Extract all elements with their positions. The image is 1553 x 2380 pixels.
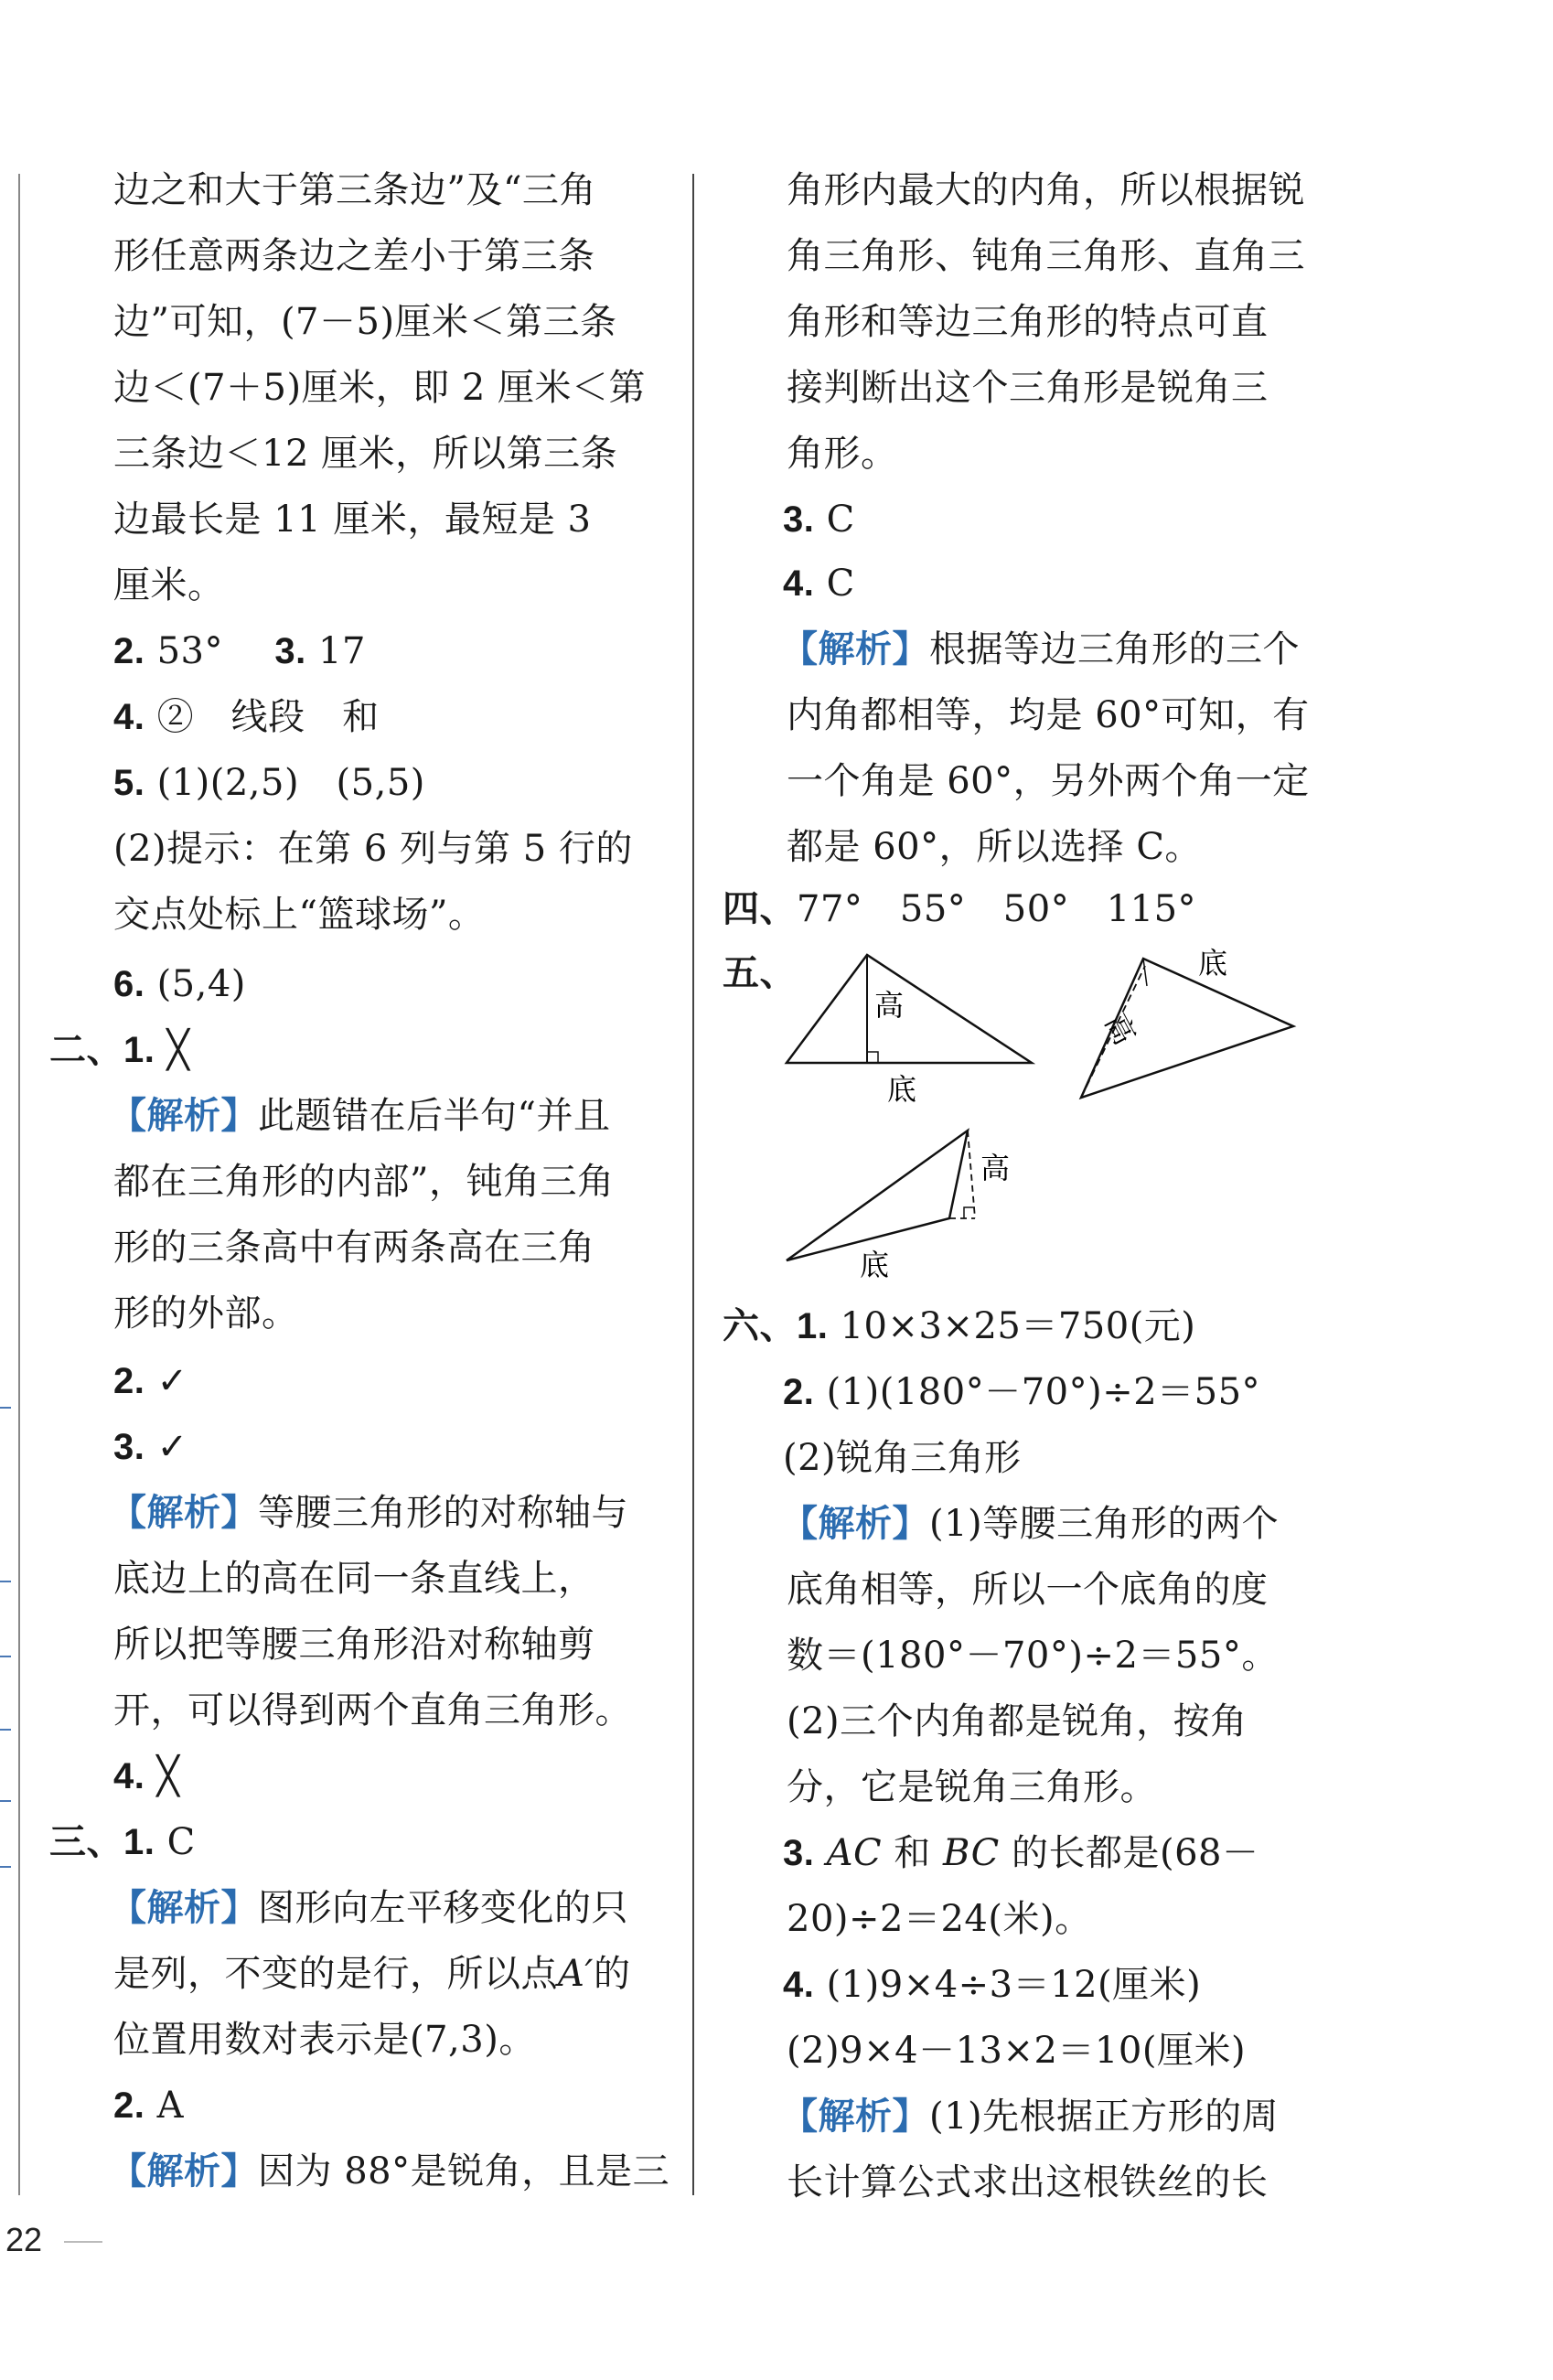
text-line: 底角相等，所以一个底角的度 bbox=[787, 1569, 1269, 1611]
answer-line bbox=[783, 1365, 1260, 1420]
question-number: 2. bbox=[113, 631, 145, 671]
answer-line bbox=[113, 1420, 188, 1474]
altitude-3 bbox=[968, 1131, 975, 1218]
answer-line bbox=[113, 624, 366, 679]
answer: ✓ bbox=[156, 1426, 188, 1468]
segment-label: BC bbox=[943, 1832, 1000, 1874]
answer: (1)(180°－70°)÷2＝55° bbox=[826, 1371, 1261, 1413]
segment-label: AC bbox=[826, 1832, 883, 1874]
answer-line bbox=[113, 690, 380, 745]
answer: ╳ bbox=[156, 1755, 180, 1797]
point-label: A′ bbox=[558, 1953, 594, 1995]
explanation-text: 图形向左平移变化的只 bbox=[258, 1887, 628, 1929]
explanation-text: 此题错在后半句“并且 bbox=[258, 1095, 611, 1137]
section-label: 四、 bbox=[723, 887, 797, 930]
question-number: 3. bbox=[113, 1427, 145, 1467]
text-line: 边＜(7＋5)厘米，即 2 厘米＜第 bbox=[113, 367, 646, 409]
height-label: 高 bbox=[1098, 1008, 1143, 1051]
text-line: 接判断出这个三角形是锐角三 bbox=[787, 367, 1269, 409]
height-label: 高 bbox=[874, 988, 905, 1023]
column-divider bbox=[692, 174, 694, 2195]
triangle-figures bbox=[723, 942, 1553, 1308]
text-line: 底边上的高在同一条直线上， bbox=[113, 1558, 595, 1600]
section-label-text: 五、 bbox=[723, 951, 797, 994]
page-number-rule bbox=[64, 2241, 102, 2243]
answer: A bbox=[156, 2085, 184, 2127]
question-number: 1. bbox=[123, 1030, 155, 1070]
base-label: 底 bbox=[887, 1072, 917, 1107]
answer-line bbox=[113, 1354, 188, 1409]
explanation-line bbox=[781, 1496, 1279, 1551]
page-number: 22 bbox=[5, 2221, 43, 2258]
answer-line bbox=[723, 1299, 1195, 1354]
text-line: (2)9×4－13×2＝10(厘米) bbox=[787, 2030, 1247, 2072]
text-span: 的 bbox=[593, 1953, 631, 1995]
text-line: 都在三角形的内部”，钝角三角 bbox=[113, 1161, 615, 1203]
question-number: 3. bbox=[274, 631, 306, 671]
question-number: 2. bbox=[113, 2085, 145, 2126]
explanation-text: (1)等腰三角形的两个 bbox=[929, 1503, 1280, 1545]
analysis-tag: 【解析】 bbox=[110, 1886, 258, 1929]
question-number: 6. bbox=[113, 964, 145, 1004]
text-line: 都是 60°，所以选择 C。 bbox=[787, 826, 1202, 868]
question-number: 3. bbox=[783, 1833, 815, 1873]
explanation-line bbox=[110, 1881, 628, 1935]
text-line: (2)提示：在第 6 列与第 5 行的 bbox=[113, 828, 633, 870]
margin-tick bbox=[0, 1800, 11, 1802]
question-number: 4. bbox=[113, 697, 145, 737]
explanation-line bbox=[110, 1485, 628, 1540]
answer-line bbox=[783, 492, 855, 547]
question-number: 1. bbox=[797, 1306, 829, 1346]
text-line: 角形。 bbox=[787, 433, 898, 475]
answer: 17 bbox=[318, 630, 366, 672]
base-label: 底 bbox=[1198, 946, 1228, 981]
text-line: 分，它是锐角三角形。 bbox=[787, 1766, 1157, 1808]
explanation-text: (1)先根据正方形的周 bbox=[929, 2096, 1280, 2138]
text-line: 边”可知，(7－5)厘米＜第三条 bbox=[113, 301, 617, 343]
answer: ╳ bbox=[166, 1029, 190, 1071]
answer: 77° 55° 50° 115° bbox=[797, 888, 1197, 930]
triangle-3 bbox=[787, 1131, 968, 1260]
text-line: 交点处标上“篮球场”。 bbox=[113, 894, 486, 936]
margin-tick bbox=[0, 1407, 11, 1409]
explanation-line bbox=[110, 2144, 669, 2199]
text-span: 的长都是(68－ bbox=[999, 1832, 1259, 1874]
text-line: 20)÷2＝24(米)。 bbox=[787, 1898, 1092, 1940]
right-angle-mark bbox=[867, 1052, 878, 1063]
section-label: 三、 bbox=[49, 1820, 123, 1863]
left-margin-rule bbox=[18, 174, 20, 2195]
question-number: 1. bbox=[123, 1822, 155, 1862]
answer: ✓ bbox=[156, 1360, 188, 1402]
answer-line bbox=[783, 556, 855, 611]
text-line: 一个角是 60°，另外两个角一定 bbox=[787, 760, 1310, 802]
section-label: 二、 bbox=[49, 1028, 123, 1071]
answer-line bbox=[49, 1815, 196, 1870]
question-number: 5. bbox=[113, 763, 145, 803]
explanation-text: 等腰三角形的对称轴与 bbox=[258, 1492, 628, 1534]
answer-line bbox=[49, 1023, 189, 1077]
question-number: 4. bbox=[783, 563, 815, 604]
question-number: 3. bbox=[783, 499, 815, 540]
text-line: 形的三条高中有两条高在三角 bbox=[113, 1227, 595, 1269]
analysis-tag: 【解析】 bbox=[110, 1491, 258, 1534]
triangle-1 bbox=[787, 955, 1032, 1063]
margin-tick bbox=[0, 1866, 11, 1868]
question-number: 2. bbox=[113, 1361, 145, 1401]
analysis-tag: 【解析】 bbox=[781, 2095, 929, 2138]
text-line: 长计算公式求出这根铁丝的长 bbox=[787, 2161, 1269, 2203]
text-line: 内角都相等，均是 60°可知，有 bbox=[787, 694, 1310, 736]
text-line: 数＝(180°－70°)÷2＝55°。 bbox=[787, 1635, 1279, 1677]
section-label: 六、 bbox=[723, 1304, 797, 1347]
explanation-text: 根据等边三角形的三个 bbox=[929, 628, 1300, 670]
answer-line bbox=[783, 1957, 1201, 2012]
explanation-line bbox=[781, 2089, 1279, 2144]
margin-tick bbox=[0, 1656, 11, 1657]
margin-tick bbox=[0, 1581, 11, 1582]
analysis-tag: 【解析】 bbox=[781, 1502, 929, 1545]
question-number: 4. bbox=[783, 1965, 815, 2005]
analysis-tag: 【解析】 bbox=[110, 1094, 258, 1137]
answer-line bbox=[783, 1826, 1258, 1881]
text-span: 和 bbox=[882, 1832, 944, 1874]
question-number: 2. bbox=[783, 1372, 815, 1412]
margin-tick bbox=[0, 1729, 11, 1731]
answer: 10×3×25＝750(元) bbox=[840, 1305, 1196, 1347]
base-label: 底 bbox=[860, 1248, 890, 1282]
answer: (1)(2,5) (5,5) bbox=[156, 762, 425, 804]
answer: (1)9×4÷3＝12(厘米) bbox=[826, 1964, 1202, 2006]
text-line: 所以把等腰三角形沿对称轴剪 bbox=[113, 1624, 595, 1666]
answer: C bbox=[826, 563, 855, 605]
question-number: 4. bbox=[113, 1756, 145, 1796]
explanation-line bbox=[781, 622, 1300, 677]
right-angle-mark bbox=[964, 1207, 975, 1218]
text-span: 是列，不变的是行，所以点 bbox=[113, 1953, 558, 1995]
answer: (5,4) bbox=[156, 963, 246, 1005]
text-line: 形任意两条边之差小于第三条 bbox=[113, 235, 595, 277]
answer: ② 线段 和 bbox=[156, 696, 380, 738]
text-line: 形的外部。 bbox=[113, 1292, 299, 1335]
answer-line bbox=[113, 1749, 179, 1804]
answer-line bbox=[723, 882, 1196, 937]
answer: C bbox=[166, 1821, 196, 1863]
text-line: 厘米。 bbox=[113, 564, 225, 606]
text-line: (2)三个内角都是锐角，按角 bbox=[787, 1700, 1248, 1742]
text-line: 角形和等边三角形的特点可直 bbox=[787, 301, 1269, 343]
altitude-2 bbox=[1143, 959, 1147, 986]
explanation-line bbox=[110, 1088, 610, 1143]
text-line: 开，可以得到两个直角三角形。 bbox=[113, 1689, 632, 1731]
answer: 53° bbox=[156, 630, 223, 672]
answer-line bbox=[113, 957, 246, 1012]
text-line bbox=[113, 1946, 630, 2001]
answer-line bbox=[113, 756, 425, 810]
text-line: (2)锐角三角形 bbox=[783, 1437, 1022, 1479]
text-line: 边之和大于第三条边”及“三角 bbox=[113, 169, 596, 211]
text-line: 三条边＜12 厘米，所以第三条 bbox=[113, 433, 618, 475]
analysis-tag: 【解析】 bbox=[110, 2150, 258, 2192]
text-line: 角三角形、钝角三角形、直角三 bbox=[787, 235, 1305, 277]
analysis-tag: 【解析】 bbox=[781, 627, 929, 670]
explanation-text: 因为 88°是锐角，且是三 bbox=[258, 2150, 670, 2192]
text-line: 角形内最大的内角，所以根据锐 bbox=[787, 169, 1305, 211]
answer-line bbox=[113, 2078, 184, 2133]
height-label: 高 bbox=[980, 1151, 1011, 1185]
text-line: 边最长是 11 厘米，最短是 3 bbox=[113, 499, 592, 541]
text-line: 位置用数对表示是(7,3)。 bbox=[113, 2019, 536, 2061]
answer: C bbox=[826, 499, 855, 541]
